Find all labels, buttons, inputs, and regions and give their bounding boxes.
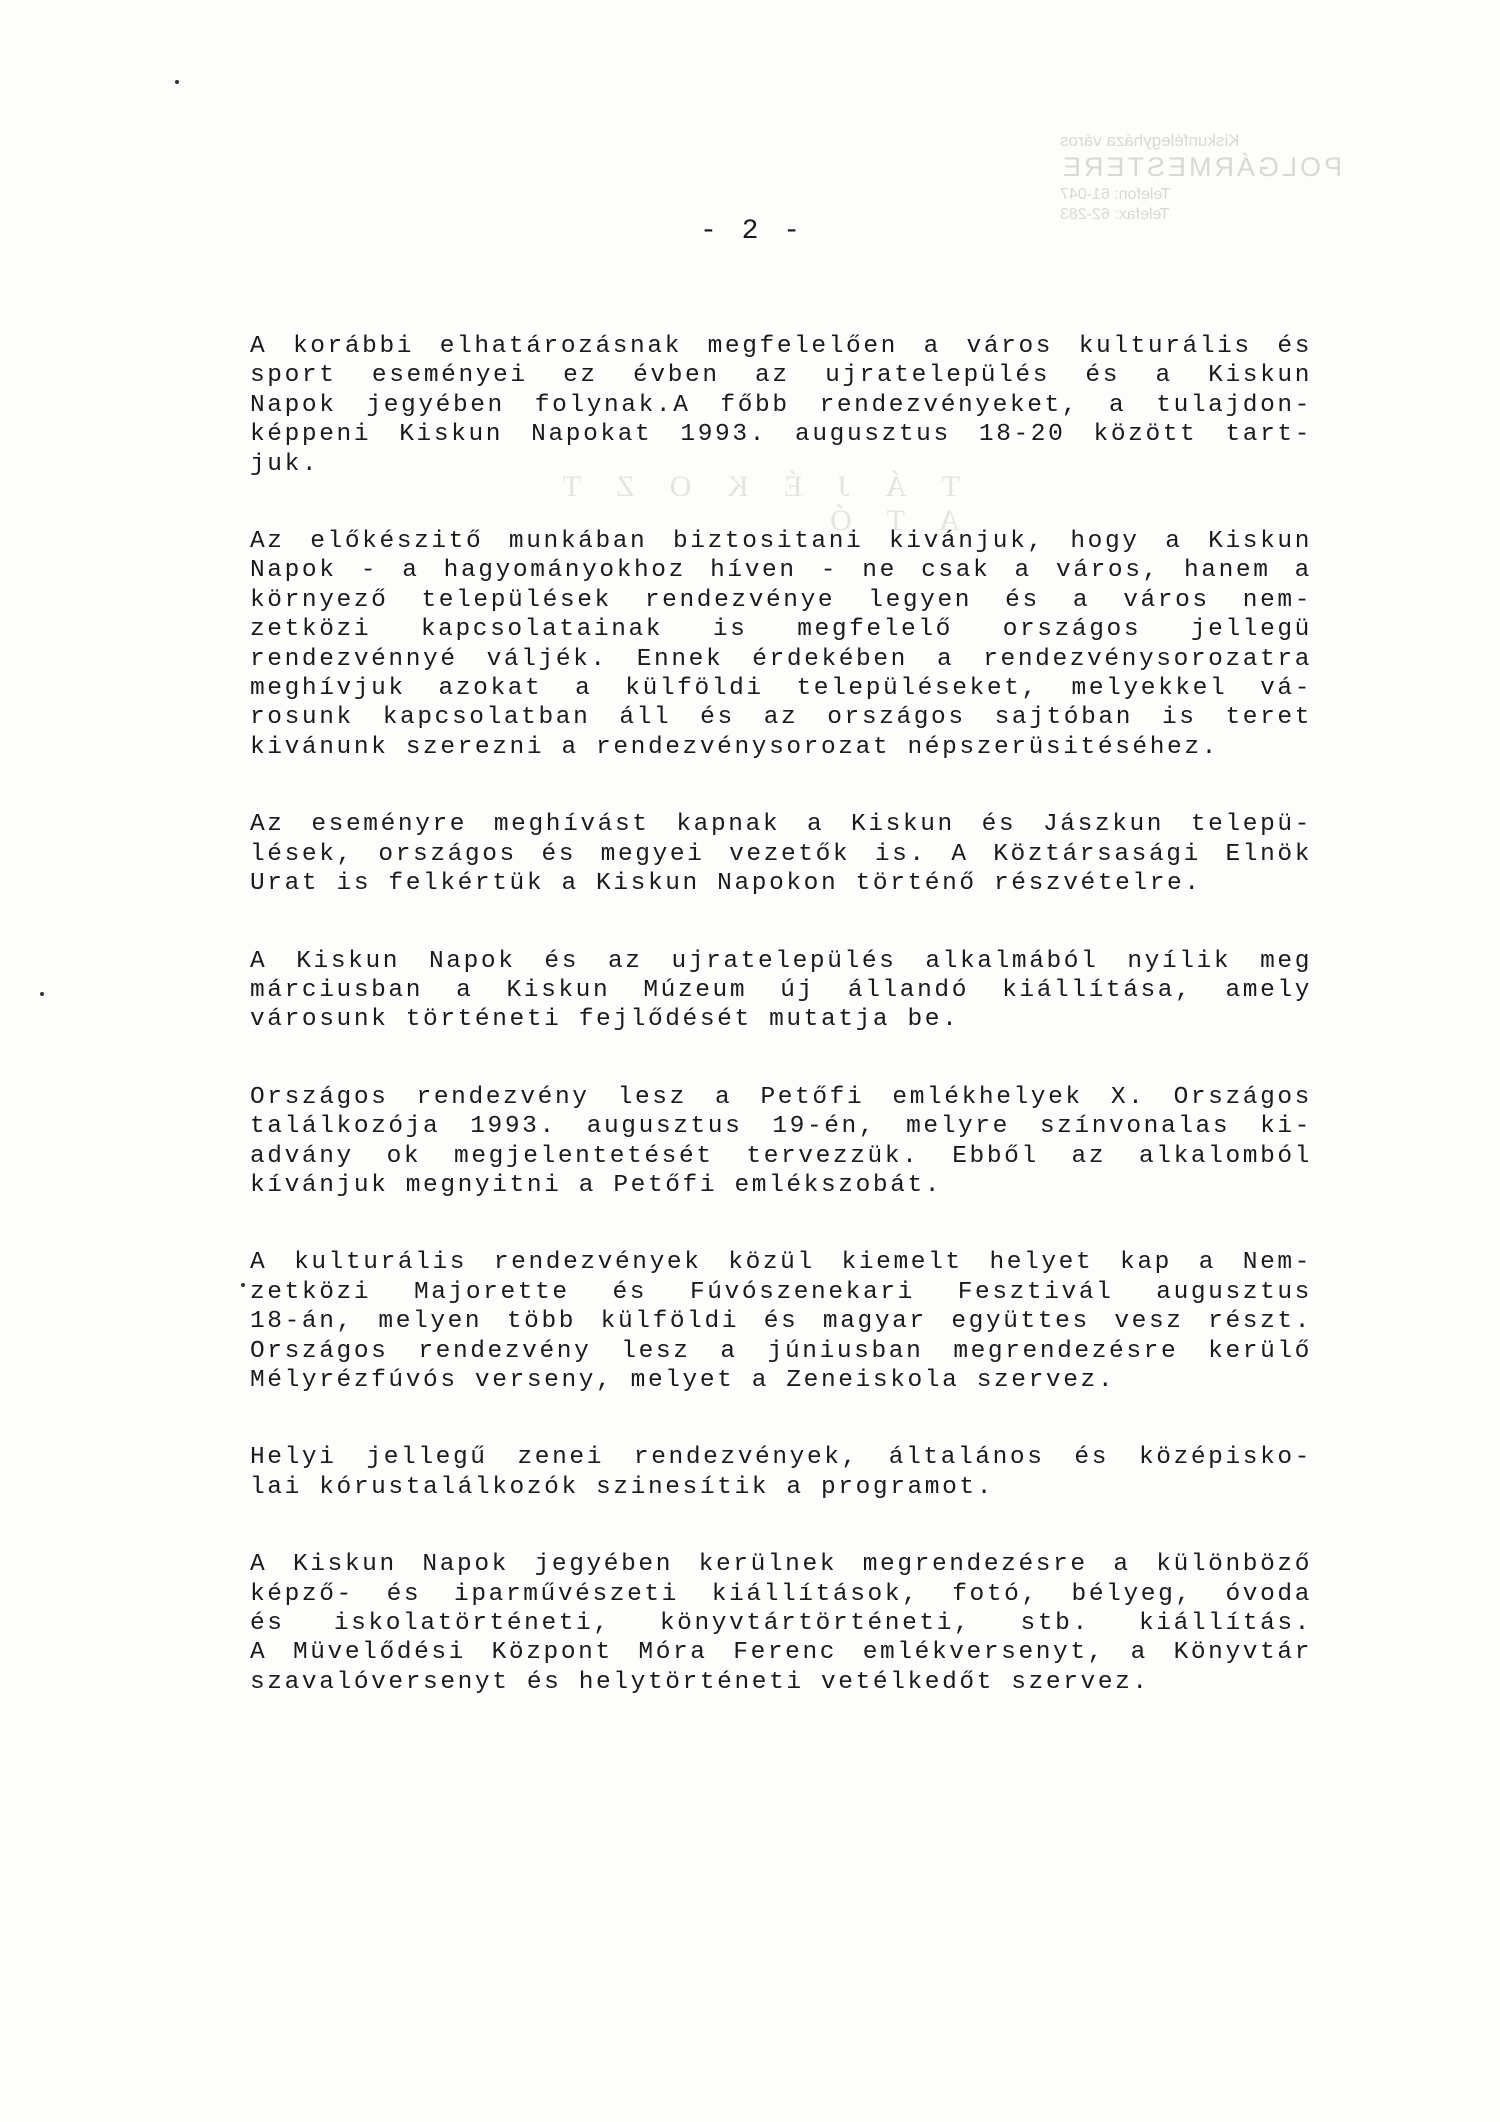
text-line: lések, országos és megyei vezetők is. A Köztársasági Elnök <box>250 840 1312 868</box>
text-line: rosunk kapcsolatban áll és az országos sajtóban is teret <box>250 704 1312 732</box>
text-line: Napok jegyében folynak.A főbb rendezvényeket, a tulajdon- <box>250 391 1312 419</box>
text-line: környező települések rendezvénye legyen és a város nem- <box>250 586 1312 614</box>
text-line: A Müvelődési Központ Móra Ferenc emlékversenyt, a Könyvtár <box>250 1639 1312 1667</box>
text-line: és iskolatörténeti, könyvtártörténeti, stb. kiállítás. <box>250 1610 1312 1637</box>
scan-speck <box>40 992 44 996</box>
text-line: sport eseményei ez évben az ujratelepülés és a Kiskun <box>250 362 1312 390</box>
title-bleed-through: T Á J É K O Z T A T Ó <box>549 470 960 537</box>
scan-speck <box>175 80 179 84</box>
text-line: Mélyrézfúvós verseny, melyet a Zeneiskola szervez. <box>250 1366 1116 1394</box>
text-line: A korábbi elhatározásnak megfelelően a város kulturális és <box>250 333 1312 360</box>
page-number: - 2 - <box>700 216 805 247</box>
text-line: Napok - a hagyományokhoz híven - ne csak a város, hanem a <box>250 557 1312 585</box>
paragraph <box>250 1550 1312 1697</box>
text-line: lai kórustalálkozók szinesítik a programot. <box>250 1473 995 1501</box>
paragraph <box>250 1443 1312 1502</box>
text-line: rendezvénnyé váljék. Ennek érdekében a rendezvénysorozatra <box>250 645 1312 673</box>
text-line: kivánunk szerezni a rendezvénysorozat népszerüsitéséhez. <box>250 733 1219 761</box>
letterhead-line: Telefon: 61-047 <box>1060 186 1171 203</box>
text-line: juk. <box>250 450 320 478</box>
paragraph <box>250 332 1312 479</box>
text-line: Urat is felkértük a Kiskun Napokon történő részvételre. <box>250 870 1202 898</box>
letterhead-line: POLGÁRMESTERE <box>1060 152 1343 183</box>
text-line: Országos rendezvény lesz a júniusban megrendezésre kerülő <box>250 1337 1312 1365</box>
text-line: Helyi jellegű zenei rendezvények, általános és középisko- <box>250 1444 1312 1472</box>
text-line: márciusban a Kiskun Múzeum új állandó kiállítása, amely <box>250 976 1312 1004</box>
text-line: kívánjuk megnyitni a Petőfi emlékszobát. <box>250 1171 943 1199</box>
paragraph <box>250 1083 1312 1201</box>
text-line: Az eseményre meghívást kapnak a Kiskun és Jászkun telepü- <box>250 811 1312 839</box>
text-line: A Kiskun Napok jegyében kerülnek megrendezésre a különböző <box>250 1551 1312 1579</box>
letterhead-line: Telefax: 62-283 <box>1060 206 1170 223</box>
text-line: zetközi kapcsolatainak is megfelelő országos jellegü <box>250 616 1312 644</box>
paragraph <box>250 527 1312 762</box>
text-line: szavalóversenyt és helytörténeti vetélkedőt szervez. <box>250 1668 1150 1696</box>
text-line: képző- és iparművészeti kiállítások, fotó, bélyeg, óvoda <box>250 1580 1312 1608</box>
text-line: Országos rendezvény lesz a Petőfi emlékhelyek X. Országos <box>250 1083 1312 1111</box>
text-line: városunk történeti fejlődését mutatja be. <box>250 1006 960 1034</box>
text-line: zetközi Majorette és Fúvószenekari Fesztivál augusztus <box>250 1278 1312 1306</box>
paragraph <box>250 947 1312 1035</box>
letterhead-line: Kiskunfélegyháza város <box>1060 131 1240 150</box>
text-line: Az előkészitő munkában biztositani kivánjuk, hogy a Kiskun <box>250 528 1312 556</box>
text-line: találkozója 1993. augusztus 19-én, melyre színvonalas ki- <box>250 1113 1312 1141</box>
document-body <box>250 332 1312 1745</box>
letterhead-bleed-through <box>1060 130 1380 225</box>
scan-speck <box>241 1283 245 1287</box>
text-line: A kulturális rendezvények közül kiemelt helyet kap a Nem- <box>250 1249 1312 1277</box>
text-line: meghívjuk azokat a külföldi településeket, melyekkel vá- <box>250 675 1312 703</box>
text-line: 18-án, melyen több külföldi és magyar együttes vesz részt. <box>250 1308 1312 1336</box>
text-line: advány ok megjelentetését tervezzük. Ebből az alkalomból <box>250 1142 1312 1170</box>
text-line: A Kiskun Napok és az ujratelepülés alkalmából nyílik meg <box>250 947 1312 975</box>
paragraph <box>250 1248 1312 1395</box>
text-line: képpeni Kiskun Napokat 1993. augusztus 18-20 között tart- <box>250 421 1312 449</box>
paragraph <box>250 810 1312 898</box>
